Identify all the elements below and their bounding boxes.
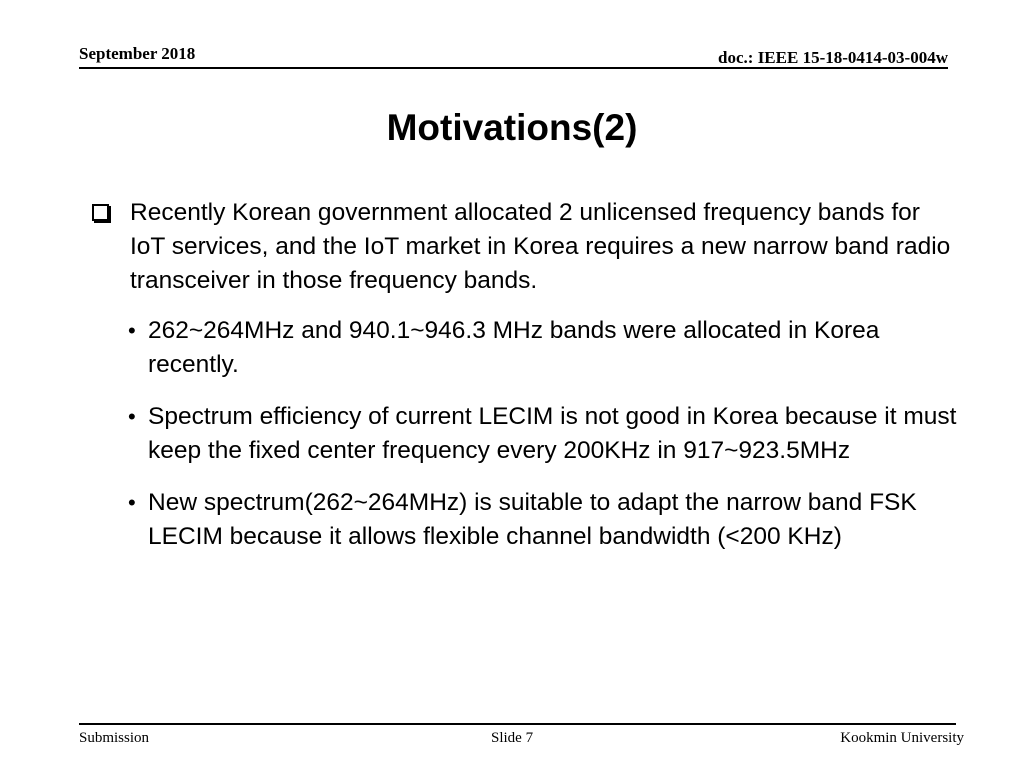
main-bullet — [88, 196, 958, 298]
footer-divider — [79, 723, 956, 725]
sub-bullet-item — [88, 314, 958, 382]
bullet-dot-icon: • — [128, 404, 136, 429]
header-document-id: doc.: IEEE 15-18-0414-03-004w — [718, 48, 948, 67]
sub-bullet-list — [88, 314, 958, 554]
footer-submission: Submission — [79, 730, 150, 746]
sub-bullet-item — [88, 400, 958, 468]
header-date: September 2018 — [79, 44, 196, 63]
sub-bullet-text: 262~264MHz and 940.1~946.3 MHz bands were allocated in Korea recently. — [148, 317, 880, 378]
sub-bullet-text: New spectrum(262~264MHz) is suitable to adapt the narrow band FSK LECIM because it allows flexible channel bandwidth (<200 KHz) — [148, 489, 917, 550]
footer-organization: Kookmin University — [840, 730, 964, 746]
footer-slide-number: Slide 7 — [491, 730, 534, 746]
slide-title: Motivations(2) — [386, 107, 638, 148]
slide-content — [88, 196, 958, 572]
header-divider — [79, 67, 948, 69]
main-bullet-text: Recently Korean government allocated 2 unlicensed frequency bands for IoT services, and the IoT market in Korea requires a new narrow band radio transceiver in those frequency bands. — [130, 199, 951, 294]
checkbox-bullet-icon — [92, 204, 109, 221]
sub-bullet-text: Spectrum efficiency of current LECIM is not good in Korea because it must keep the fixed center frequency every 200KHz in 917~923.5MHz — [148, 403, 957, 464]
bullet-dot-icon: • — [128, 318, 136, 343]
bullet-dot-icon: • — [128, 490, 136, 515]
sub-bullet-item — [88, 486, 958, 554]
